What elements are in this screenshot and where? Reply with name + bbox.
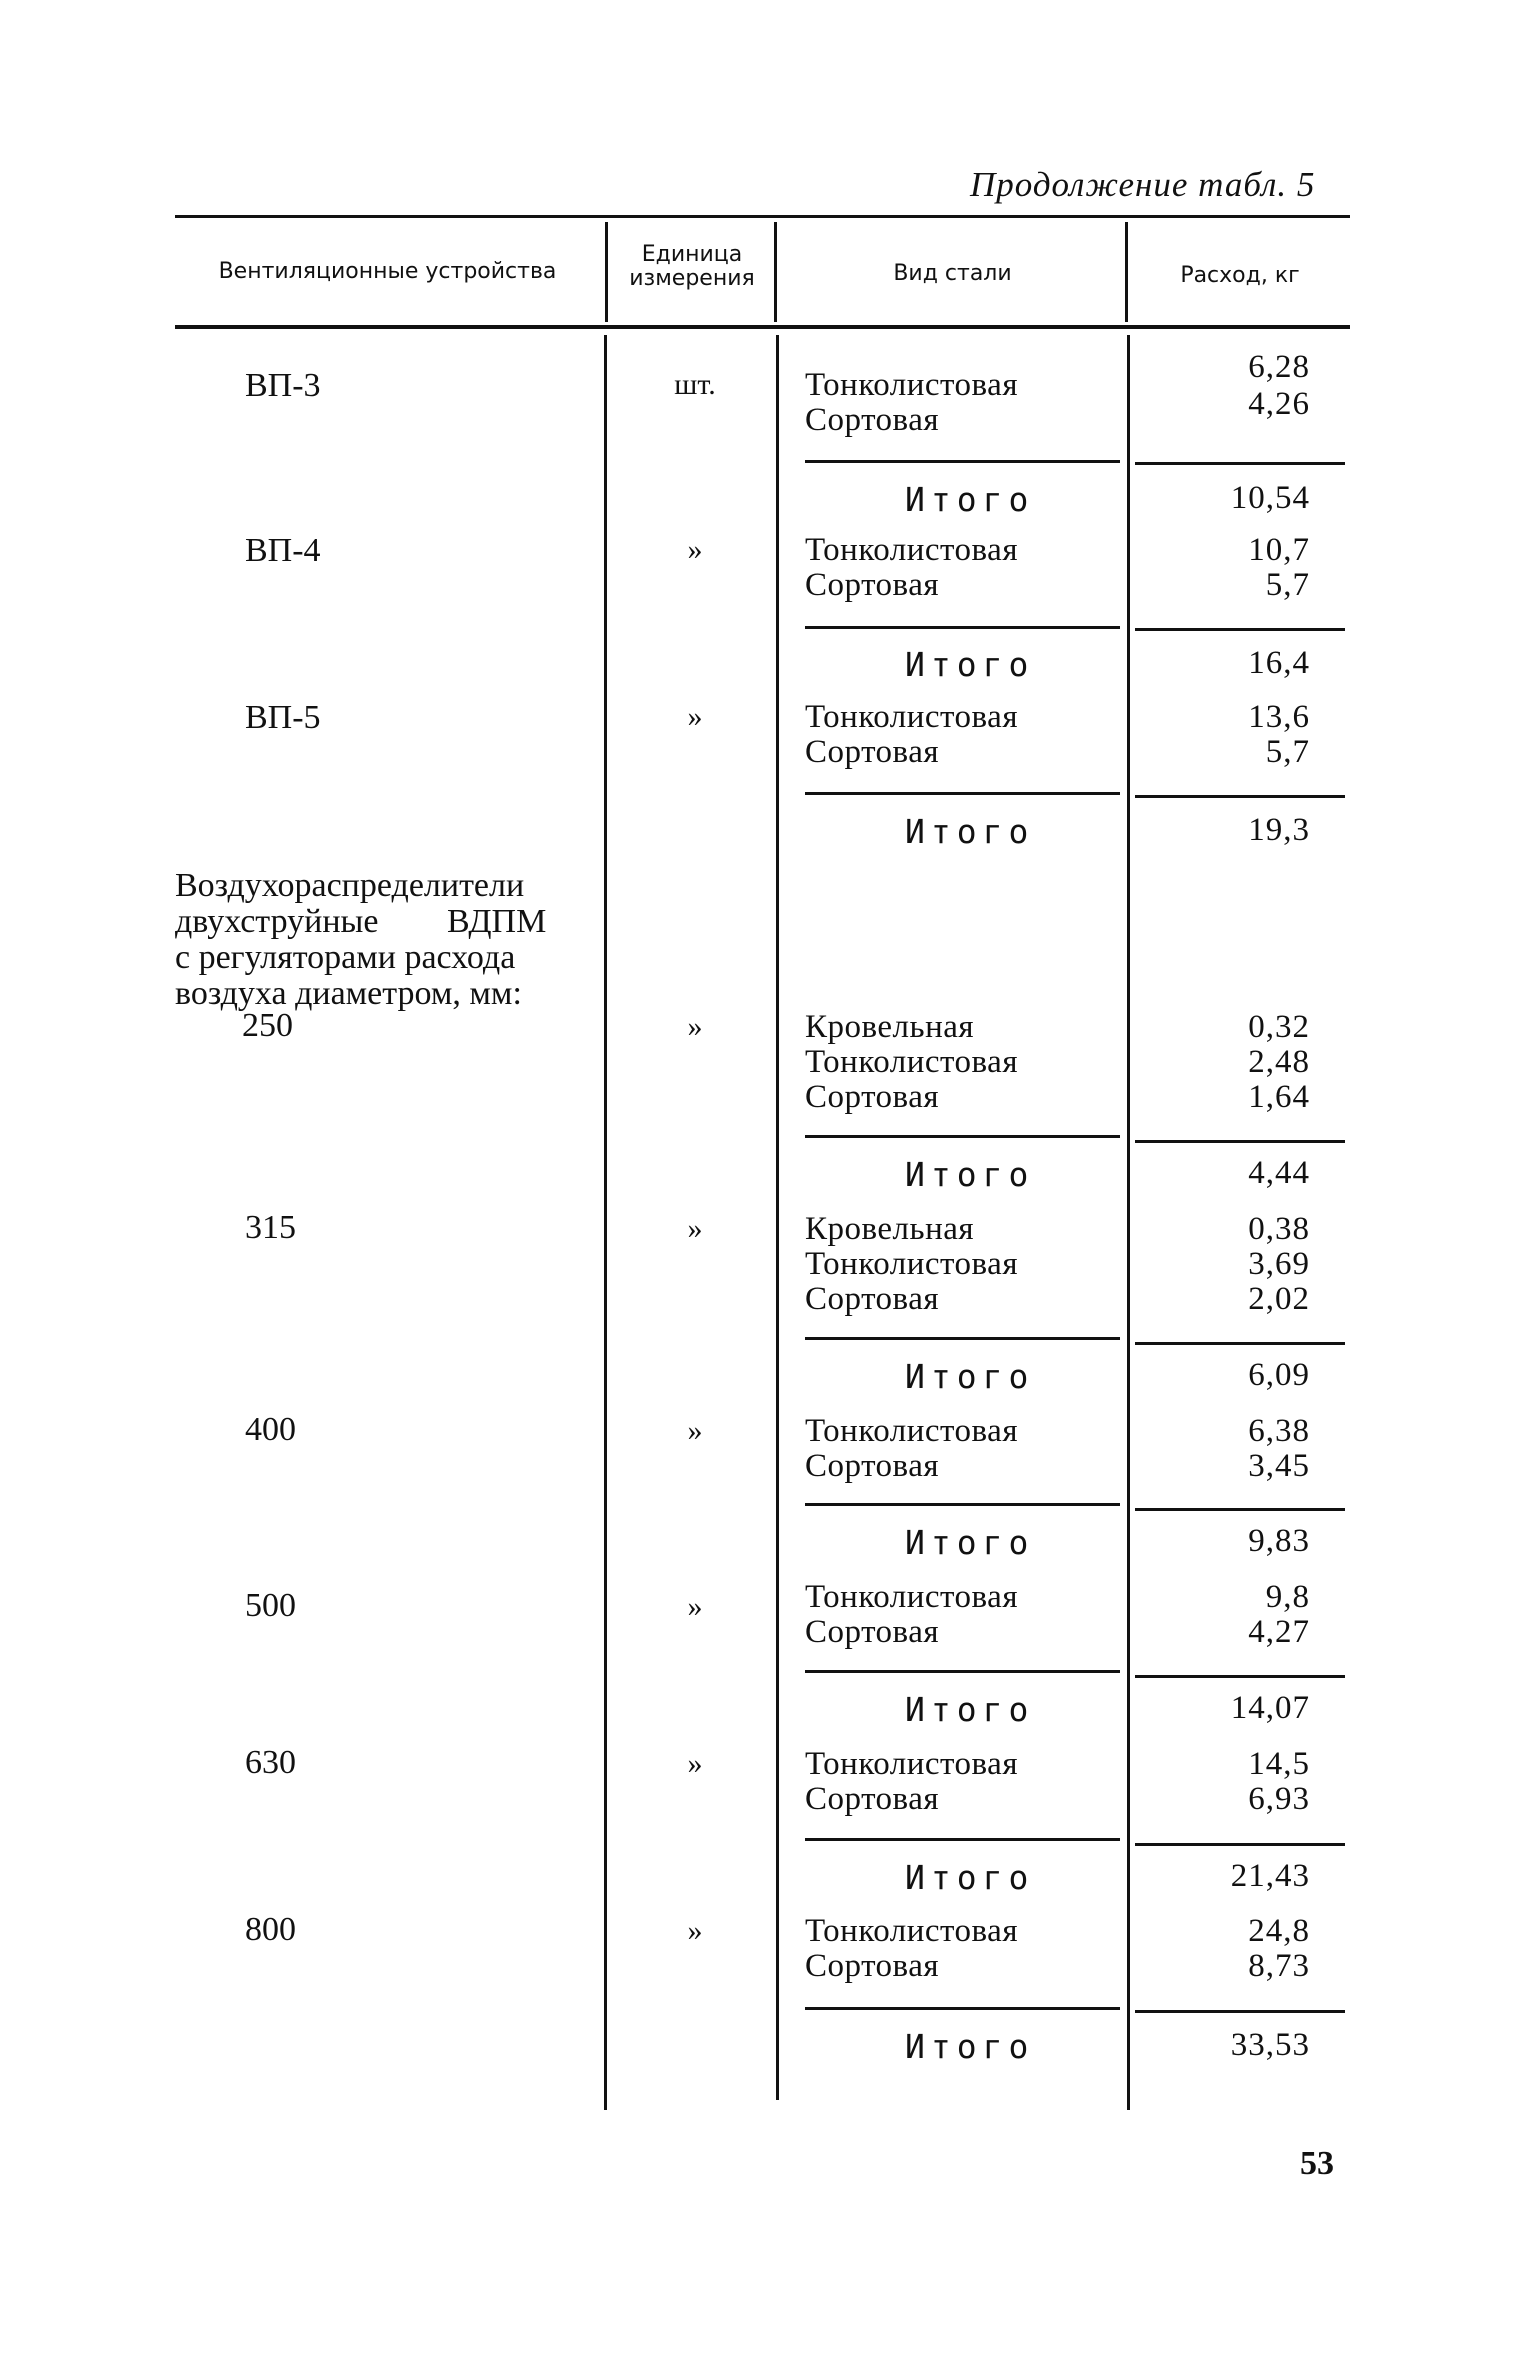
steel-type: Тонколистовая — [805, 532, 1018, 568]
total-value: 33,53 — [1230, 2027, 1310, 2063]
total-label: Итого — [905, 2027, 1035, 2066]
subtotal-rule — [1135, 628, 1345, 631]
consumption-value: 2,48 — [1248, 1044, 1310, 1080]
steel-type: Сортовая — [805, 567, 940, 603]
subtotal-rule — [1135, 1342, 1345, 1345]
header-rule — [175, 325, 1350, 329]
consumption-value: 6,38 — [1248, 1413, 1310, 1449]
page-number: 53 — [1300, 2145, 1334, 2182]
subtotal-rule — [805, 1503, 1120, 1506]
consumption-value: 3,69 — [1248, 1246, 1310, 1282]
total-label: Итого — [905, 812, 1035, 851]
steel-type: Сортовая — [805, 734, 940, 770]
unit-value: » — [687, 1590, 703, 1623]
top-rule — [175, 215, 1350, 218]
consumption-value: 4,26 — [1248, 386, 1310, 422]
consumption-value: 1,64 — [1248, 1079, 1310, 1115]
steel-type: Тонколистовая — [805, 367, 1018, 403]
subtotal-rule — [1135, 1140, 1345, 1143]
col-divider-1b — [604, 335, 607, 2110]
subtotal-rule — [805, 1135, 1120, 1138]
consumption-value: 9,8 — [1265, 1579, 1310, 1615]
total-label: Итого — [905, 1523, 1035, 1562]
steel-type: Тонколистовая — [805, 699, 1018, 735]
consumption-value: 14,5 — [1248, 1746, 1310, 1782]
steel-type: Сортовая — [805, 1281, 940, 1317]
unit-value: шт. — [674, 368, 716, 401]
steel-type: Тонколистовая — [805, 1413, 1018, 1449]
subtotal-rule — [805, 792, 1120, 795]
consumption-value: 13,6 — [1248, 699, 1310, 735]
consumption-value: 24,8 — [1248, 1913, 1310, 1949]
consumption-value: 2,02 — [1248, 1281, 1310, 1317]
group-description-line: с регуляторами расхода — [175, 939, 516, 976]
device-name: ВП-3 — [245, 367, 321, 404]
col-divider-1 — [605, 222, 608, 322]
device-name: 315 — [245, 1209, 296, 1246]
col-divider-3 — [1125, 222, 1128, 322]
col-divider-2 — [774, 222, 777, 322]
unit-value: » — [687, 1914, 703, 1947]
consumption-value: 5,7 — [1265, 734, 1310, 770]
total-label: Итого — [905, 1690, 1035, 1729]
group-description-line: воздуха диаметром, мм: — [175, 975, 522, 1012]
steel-type: Сортовая — [805, 1079, 940, 1115]
unit-value: » — [687, 533, 703, 566]
total-value: 6,09 — [1248, 1357, 1310, 1393]
table-caption: Продолжение табл. 5 — [970, 165, 1316, 204]
subtotal-rule — [1135, 1843, 1345, 1846]
steel-type: Кровельная — [805, 1009, 975, 1045]
consumption-value: 8,73 — [1248, 1948, 1310, 1984]
steel-type: Сортовая — [805, 1448, 940, 1484]
total-label: Итого — [905, 1357, 1035, 1396]
consumption-value: 5,7 — [1265, 567, 1310, 603]
header-consumption: Расход, кг — [1180, 263, 1300, 288]
steel-type: Сортовая — [805, 1614, 940, 1650]
subtotal-rule — [805, 1838, 1120, 1841]
unit-value: » — [687, 1010, 703, 1043]
header-unit-line2: измерения — [629, 266, 755, 292]
device-name: ВП-5 — [245, 699, 321, 736]
subtotal-rule — [805, 1337, 1120, 1340]
subtotal-rule — [805, 460, 1120, 463]
steel-type: Сортовая — [805, 402, 940, 438]
total-value: 16,4 — [1248, 645, 1310, 681]
total-value: 9,83 — [1248, 1523, 1310, 1559]
header-steel: Вид стали — [893, 261, 1012, 286]
steel-type: Кровельная — [805, 1211, 975, 1247]
steel-type: Тонколистовая — [805, 1579, 1018, 1615]
steel-type: Сортовая — [805, 1948, 940, 1984]
group-description-line: Воздухораспределители — [175, 867, 525, 904]
subtotal-rule — [1135, 462, 1345, 465]
group-description — [175, 868, 595, 1012]
subtotal-rule — [805, 1670, 1120, 1673]
subtotal-rule — [1135, 795, 1345, 798]
device-name: ВП-4 — [245, 532, 321, 569]
steel-type: Тонколистовая — [805, 1746, 1018, 1782]
steel-type: Тонколистовая — [805, 1044, 1018, 1080]
consumption-value: 6,28 — [1248, 349, 1310, 385]
total-label: Итого — [905, 1155, 1035, 1194]
consumption-value: 10,7 — [1248, 532, 1310, 568]
device-name: 500 — [245, 1587, 296, 1624]
unit-value: » — [687, 700, 703, 733]
total-value: 21,43 — [1230, 1858, 1310, 1894]
consumption-value: 3,45 — [1248, 1448, 1310, 1484]
total-value: 10,54 — [1230, 480, 1310, 516]
consumption-value: 0,32 — [1248, 1009, 1310, 1045]
device-name: 800 — [245, 1911, 296, 1948]
total-label: Итого — [905, 645, 1035, 684]
subtotal-rule — [805, 2007, 1120, 2010]
subtotal-rule — [1135, 1675, 1345, 1678]
consumption-value: 4,27 — [1248, 1614, 1310, 1650]
header-unit-line1: Единица — [641, 242, 743, 267]
subtotal-rule — [1135, 2010, 1345, 2013]
unit-value: » — [687, 1414, 703, 1447]
total-label: Итого — [905, 1858, 1035, 1897]
total-value: 14,07 — [1230, 1690, 1310, 1726]
unit-value: » — [687, 1212, 703, 1245]
consumption-value: 6,93 — [1248, 1781, 1310, 1817]
header-unit — [612, 243, 772, 291]
subtotal-rule — [805, 626, 1120, 629]
device-name: 250 — [242, 1007, 293, 1044]
total-value: 19,3 — [1248, 812, 1310, 848]
consumption-value: 0,38 — [1248, 1211, 1310, 1247]
header-device: Вентиляционные устройства — [218, 259, 557, 284]
steel-type: Сортовая — [805, 1781, 940, 1817]
device-name: 630 — [245, 1744, 296, 1781]
steel-type: Тонколистовая — [805, 1246, 1018, 1282]
device-name: 400 — [245, 1411, 296, 1448]
total-label: Итого — [905, 480, 1035, 519]
subtotal-rule — [1135, 1508, 1345, 1511]
unit-value: » — [687, 1747, 703, 1780]
steel-type: Тонколистовая — [805, 1913, 1018, 1949]
total-value: 4,44 — [1248, 1155, 1310, 1191]
group-description-line: двухструйные ВДПМ — [175, 903, 547, 940]
